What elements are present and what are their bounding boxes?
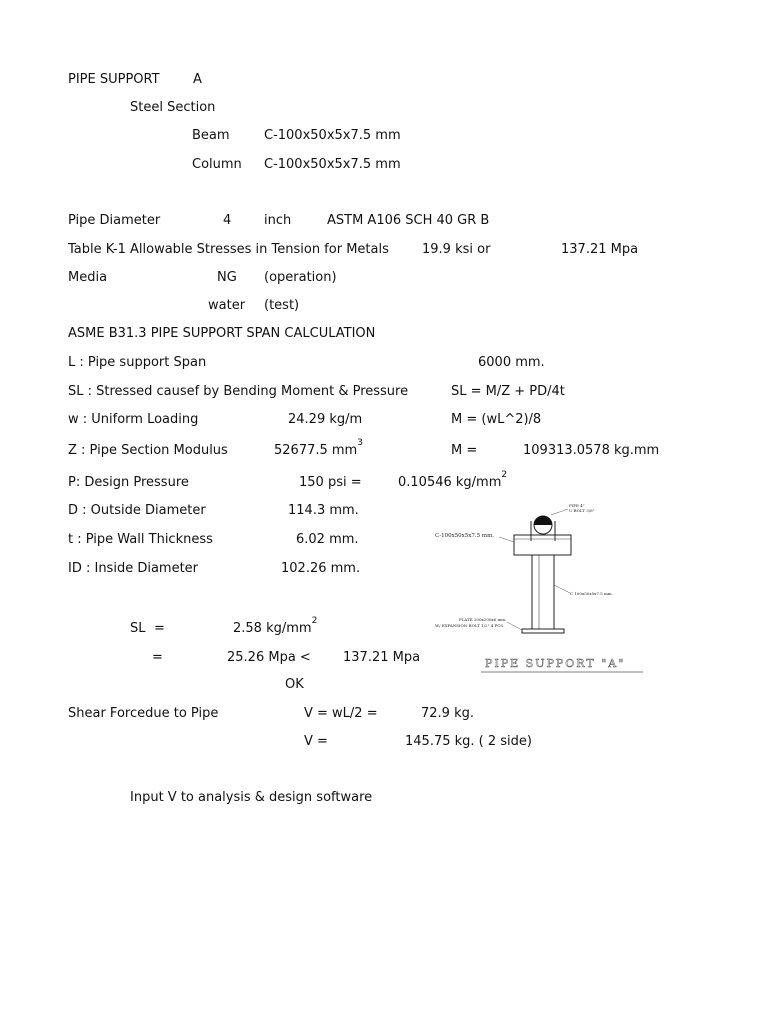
result-equals-2: = — [152, 650, 163, 665]
column-shape — [532, 555, 554, 629]
inside-diameter-label: ID : Inside Diameter — [68, 561, 199, 576]
beam-leader — [499, 537, 514, 542]
column-callout: C 100x50x5x7.5 mm. — [570, 591, 613, 596]
shear-value: 72.9 kg. — [421, 706, 474, 721]
pipe-material: ASTM A106 SCH 40 GR B — [327, 213, 490, 228]
moment-label: M = — [451, 443, 478, 458]
moment-value: 109313.0578 kg.mm — [523, 443, 660, 458]
pipe-support-drawing — [425, 495, 660, 685]
result-equals-1: = — [154, 621, 165, 636]
support-id: A — [193, 72, 202, 87]
plate-leader — [507, 622, 522, 630]
media-test-note: (test) — [264, 298, 300, 313]
pipe-leader — [551, 509, 568, 515]
allowable-stress-label: Table K-1 Allowable Stresses in Tension for Metals — [68, 242, 389, 257]
column-label: Column — [192, 157, 242, 172]
design-pressure-converted — [398, 470, 508, 492]
calculation-title: ASME B31.3 PIPE SUPPORT SPAN CALCULATION — [68, 326, 376, 341]
pipe-diameter-value: 4 — [223, 213, 232, 228]
outside-diameter-value: 114.3 mm. — [288, 503, 359, 518]
design-pressure-exponent: 2 — [501, 470, 508, 480]
steel-section-label: Steel Section — [130, 100, 216, 115]
pipe-fill — [534, 516, 552, 525]
result-allowable: 137.21 Mpa — [343, 650, 421, 665]
column-value: C-100x50x5x7.5 mm — [264, 157, 401, 172]
wall-thickness-label: t : Pipe Wall Thickness — [68, 532, 213, 547]
stress-formula: SL = M/Z + PD/4t — [451, 384, 565, 399]
beam-value: C-100x50x5x7.5 mm — [264, 128, 401, 143]
design-pressure-value: 150 psi = — [299, 475, 362, 490]
allowable-stress-ksi: 19.9 ksi or — [422, 242, 491, 257]
result-sl-number: 2.58 kg/mm — [233, 621, 312, 636]
beam-shape — [514, 535, 571, 555]
media-test-value: water — [208, 298, 246, 313]
result-sl-value — [233, 616, 318, 638]
wall-thickness-value: 6.02 mm. — [296, 532, 359, 547]
moment-formula: M = (wL^2)/8 — [451, 412, 542, 427]
note-text: Input V to analysis & design software — [130, 790, 373, 805]
section-modulus-label: Z : Pipe Section Modulus — [68, 443, 228, 458]
drawing-caption: PIPE SUPPORT "A" — [485, 657, 626, 670]
section-modulus-number: 52677.5 mm — [274, 443, 358, 458]
media-operation-note: (operation) — [264, 270, 337, 285]
shear-v-label: V = — [304, 734, 328, 749]
uniform-loading-value: 24.29 kg/m — [288, 412, 363, 427]
span-value: 6000 mm. — [478, 355, 545, 370]
design-pressure-converted-number: 0.10546 kg/mm — [398, 475, 502, 490]
plate-callout-2: W/ EXPANSION BOLT 1/2" 4 PCS. — [435, 623, 505, 628]
result-sl-mpa: 25.26 Mpa < — [227, 650, 311, 665]
stress-label: SL : Stressed causef by Bending Moment & Pressure — [68, 384, 409, 399]
result-ok: OK — [285, 677, 304, 692]
section-modulus-value — [274, 438, 363, 460]
result-sl-label: SL — [130, 621, 146, 636]
pipe-callout-2: U BOLT 3/8" — [569, 508, 595, 513]
pipe-callout-1: PIPE 4" — [569, 503, 585, 508]
span-label: L : Pipe support Span — [68, 355, 207, 370]
inside-diameter-value: 102.26 mm. — [281, 561, 361, 576]
media-operation-value: NG — [217, 270, 237, 285]
design-pressure-label: P: Design Pressure — [68, 475, 189, 490]
section-modulus-exponent: 3 — [357, 438, 363, 448]
pipe-diameter-unit: inch — [264, 213, 292, 228]
column-leader — [554, 585, 570, 593]
media-label: Media — [68, 270, 108, 285]
plate-callout-1: PLATE 200x200x6 mm. — [459, 617, 507, 622]
shear-formula: V = wL/2 = — [304, 706, 378, 721]
shear-label: Shear Forcedue to Pipe — [68, 706, 219, 721]
beam-callout: C-100x50x5x7.5 mm. — [435, 533, 495, 539]
shear-v-value: 145.75 kg. ( 2 side) — [405, 734, 532, 749]
beam-label: Beam — [192, 128, 230, 143]
uniform-loading-label: w : Uniform Loading — [68, 412, 199, 427]
page-title: PIPE SUPPORT — [68, 72, 160, 87]
pipe-diameter-label: Pipe Diameter — [68, 213, 161, 228]
base-plate-shape — [522, 629, 564, 633]
allowable-stress-mpa: 137.21 Mpa — [561, 242, 639, 257]
result-sl-exponent: 2 — [311, 616, 318, 626]
outside-diameter-label: D : Outside Diameter — [68, 503, 206, 518]
